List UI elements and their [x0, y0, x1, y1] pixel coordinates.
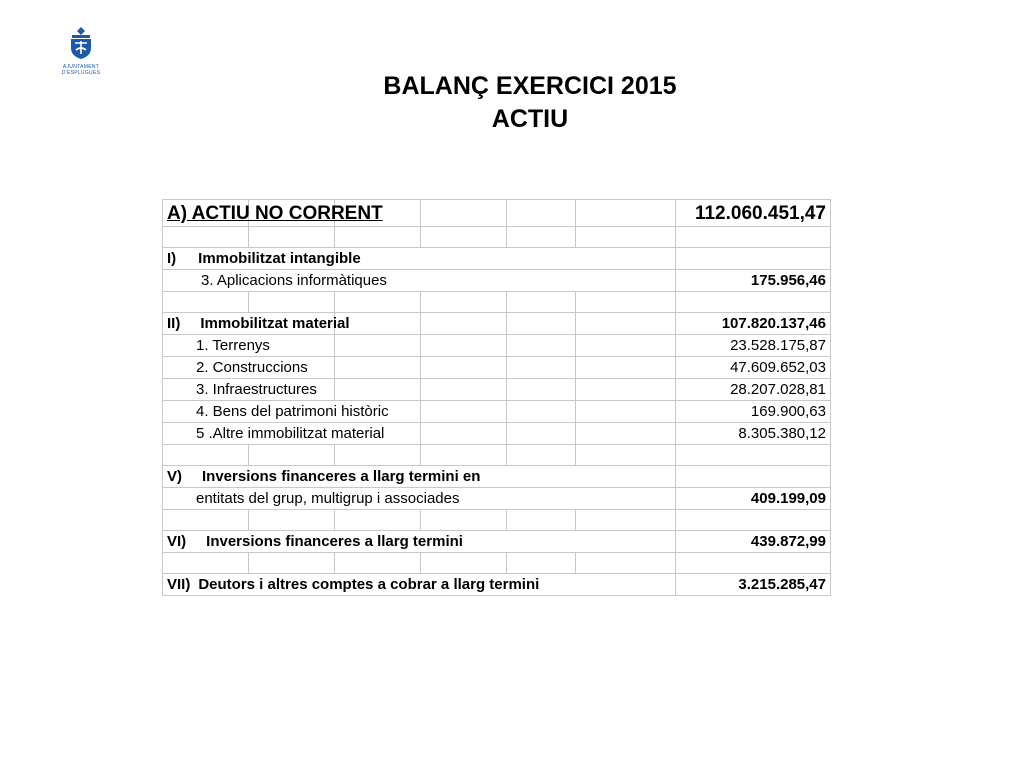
item-label: 1. Terrenys	[163, 335, 335, 357]
table-row	[163, 227, 831, 248]
logo-line-2: D'ESPLUGUES	[61, 70, 101, 76]
item-label: 3. Aplicacions informàtiques	[163, 270, 676, 292]
section-number: VI)	[167, 533, 187, 550]
item-amount: 409.199,09	[676, 488, 831, 510]
table-row	[163, 488, 831, 510]
section-title: Immobilitzat intangible	[198, 250, 361, 267]
page-title	[0, 70, 1024, 136]
section-title: Deutors i altres comptes a cobrar a llarg termini	[198, 576, 540, 593]
table-row	[163, 248, 831, 270]
item-label: 2. Construccions	[163, 357, 335, 379]
table-row	[163, 423, 831, 445]
item-amount: 8.305.380,12	[676, 423, 831, 445]
table-row	[163, 574, 831, 596]
municipal-logo	[56, 26, 106, 76]
section-number: VII)	[167, 576, 191, 593]
coat-of-arms-icon	[66, 26, 96, 60]
item-amount: 169.900,63	[676, 401, 831, 423]
table-row	[163, 313, 831, 335]
item-amount: 175.956,46	[676, 270, 831, 292]
section-label	[163, 531, 676, 553]
table-row	[163, 357, 831, 379]
section-amount: 107.820.137,46	[676, 313, 831, 335]
item-label: entitats del grup, multigrup i associades	[163, 488, 676, 510]
item-label: 3. Infraestructures	[163, 379, 335, 401]
table-row	[163, 335, 831, 357]
table-row	[163, 466, 831, 488]
title-line-2: ACTIU	[491, 105, 569, 133]
section-title: Inversions financeres a llarg termini	[206, 533, 463, 550]
section-number: II)	[167, 315, 181, 332]
section-title: Immobilitzat material	[200, 315, 350, 332]
section-number: I)	[167, 250, 177, 267]
table-row	[163, 401, 831, 423]
section-amount: 439.872,99	[676, 531, 831, 553]
section-amount: 3.215.285,47	[676, 574, 831, 596]
logo-line-1: AJUNTAMENT	[62, 64, 100, 70]
table-row	[163, 200, 831, 227]
header-amount: 112.060.451,47	[676, 200, 831, 227]
table-row	[163, 445, 831, 466]
item-label: 5 .Altre immobilitzat material	[163, 423, 421, 445]
table-row	[163, 379, 831, 401]
table-row	[163, 553, 831, 574]
section-label	[163, 574, 676, 596]
balance-table	[162, 199, 831, 596]
item-amount: 23.528.175,87	[676, 335, 831, 357]
item-amount: 28.207.028,81	[676, 379, 831, 401]
section-title: Inversions financeres a llarg termini en	[202, 468, 481, 485]
table-row	[163, 510, 831, 531]
section-label	[163, 248, 676, 270]
section-number: V)	[167, 468, 182, 485]
item-label: 4. Bens del patrimoni històric	[163, 401, 421, 423]
section-label	[163, 200, 383, 227]
table-row	[163, 292, 831, 313]
header-label: A) ACTIU NO CORRENT	[167, 202, 383, 224]
section-label	[163, 313, 350, 335]
table-row	[163, 270, 831, 292]
item-amount: 47.609.652,03	[676, 357, 831, 379]
title-line-1: BALANÇ EXERCICI 2015	[383, 72, 677, 100]
section-label	[163, 466, 676, 488]
table-row	[163, 531, 831, 553]
